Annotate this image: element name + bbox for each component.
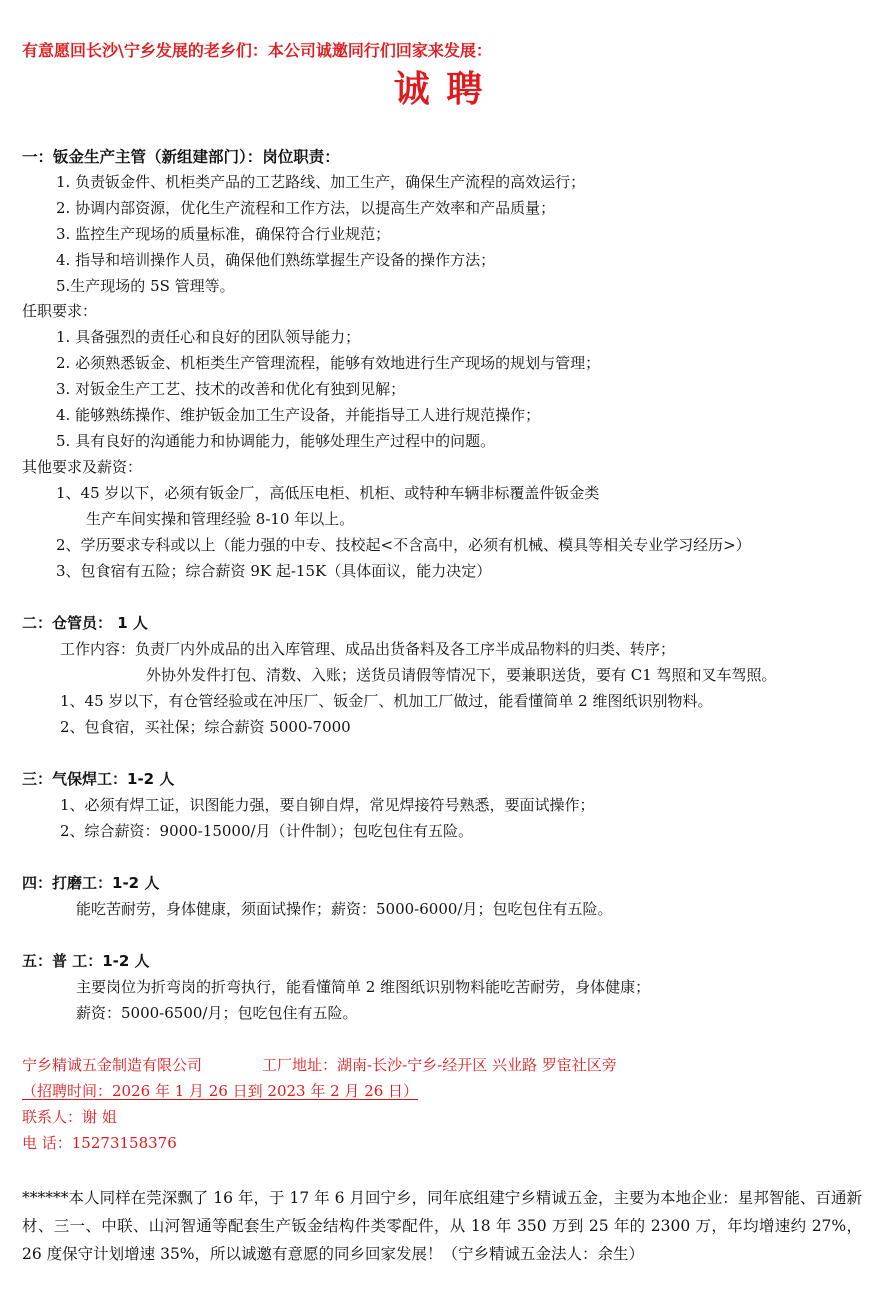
- contact-person: 联系人：谢 姐: [22, 1108, 117, 1126]
- section4-heading: 四：打磨工：1-2 人: [22, 874, 160, 892]
- requirement-item: 1. 具备强烈的责任心和良好的团队领导能力；: [56, 328, 361, 346]
- requirements-heading: 任职要求：: [22, 302, 98, 320]
- requirement-item: 4. 能够熟练操作、维护钣金加工生产设备，并能指导工人进行规范操作；: [56, 406, 541, 424]
- section3-item: 2、综合薪资：9000-15000/月（计件制）；包吃包住有五险。: [60, 822, 474, 840]
- company-name: 宁乡精诚五金制造有限公司: [22, 1056, 203, 1074]
- requirement-item: 5. 具有良好的沟通能力和协调能力，能够处理生产过程中的问题。: [56, 432, 496, 450]
- section2-heading: 二：仓管员： 1 人: [22, 614, 148, 632]
- other-heading: 其他要求及薪资：: [22, 458, 143, 476]
- section2-work-line: 外协外发件打包、清数、入账；送货员请假等情况下，要兼职送货，要有 C1 驾照和叉车驾照。: [146, 666, 777, 684]
- section2-item: 2、包食宿，买社保；综合薪资 5000-7000: [60, 718, 351, 736]
- recruitment-period: （招聘时间：2026 年 1 月 26 日到 2023 年 2 月 26 日）: [22, 1082, 419, 1100]
- section4-item: 能吃苦耐劳，身体健康，须面试操作；薪资：5000-6000/月；包吃包住有五险。: [76, 900, 613, 918]
- factory-address: 工厂地址：湖南-长沙-宁乡-经开区 兴业路 罗宦社区旁: [262, 1056, 617, 1074]
- founder-note: ******本人同样在莞深飘了 16 年，于 17 年 6 月回宁乡，同年底组建宁乡精诚五金，主要为本地企业：星邦智能、百通新材、三一、中联、山河智通等配套生产钣金结构件类零配件，从 18 年 350 万到 25 年的 2300 万，年均增速约 27%，26 度保守计划增速 35%，所以诚邀有意愿的同乡回家发展！（宁乡精诚五金法人：余生）: [22, 1189, 862, 1263]
- section1-heading: 一：钣金生产主管（新组建部门）：岗位职责：: [22, 148, 340, 166]
- other-item: 3、包食宿有五险；综合薪资 9K 起-15K（具体面议，能力决定）: [56, 562, 492, 580]
- other-item: 1、45 岁以下，必须有钣金厂，高低压电柜、机柜、或特种车辆非标覆盖件钣金类: [56, 484, 600, 502]
- section5-item: 薪资：5000-6500/月；包吃包住有五险。: [76, 1004, 358, 1022]
- page-title: 诚 聘: [393, 69, 485, 110]
- section3-item: 1、必须有焊工证，识图能力强，要自铆自焊，常见焊接符号熟悉，要面试操作；: [60, 796, 595, 814]
- contact-phone: 电 话：15273158376: [22, 1134, 177, 1152]
- duty-item: 3. 监控生产现场的质量标准，确保符合行业规范；: [56, 225, 391, 243]
- section5-item: 主要岗位为折弯岗的折弯执行，能看懂简单 2 维图纸识别物料能吃苦耐劳，身体健康；: [76, 978, 651, 996]
- duty-item: 4. 指导和培训操作人员，确保他们熟练掌握生产设备的操作方法；: [56, 251, 496, 269]
- requirement-item: 2. 必须熟悉钣金、机柜类生产管理流程，能够有效地进行生产现场的规划与管理；: [56, 354, 601, 372]
- section2-item: 1、45 岁以下，有仓管经验或在冲压厂、钣金厂、机加工厂做过，能看懂简单 2 维图纸识别物料。: [60, 692, 713, 710]
- section3-heading: 三：气保焊工：1-2 人: [22, 770, 175, 788]
- other-item-continuation: 生产车间实操和管理经验 8-10 年以上。: [86, 510, 355, 528]
- duty-item: 5.生产现场的 5S 管理等。: [56, 277, 235, 295]
- duty-item: 1. 负责钣金件、机柜类产品的工艺路线、加工生产，确保生产流程的高效运行；: [56, 173, 586, 191]
- section5-heading: 五：普 工：1-2 人: [22, 952, 150, 970]
- intro-line: 有意愿回长沙\宁乡发展的老乡们：本公司诚邀同行们回家来发展：: [22, 41, 492, 60]
- duty-item: 2. 协调内部资源，优化生产流程和工作方法，以提高生产效率和产品质量；: [56, 199, 556, 217]
- requirement-item: 3. 对钣金生产工艺、技术的改善和优化有独到见解；: [56, 380, 406, 398]
- other-item: 2、学历要求专科或以上（能力强的中专、技校起<不含高中，必须有机械、模具等相关专业学习经历>）: [56, 536, 751, 554]
- section2-work-line: 工作内容：负责厂内外成品的出入库管理、成品出货备料及各工序半成品物料的归类、转序；: [60, 640, 676, 658]
